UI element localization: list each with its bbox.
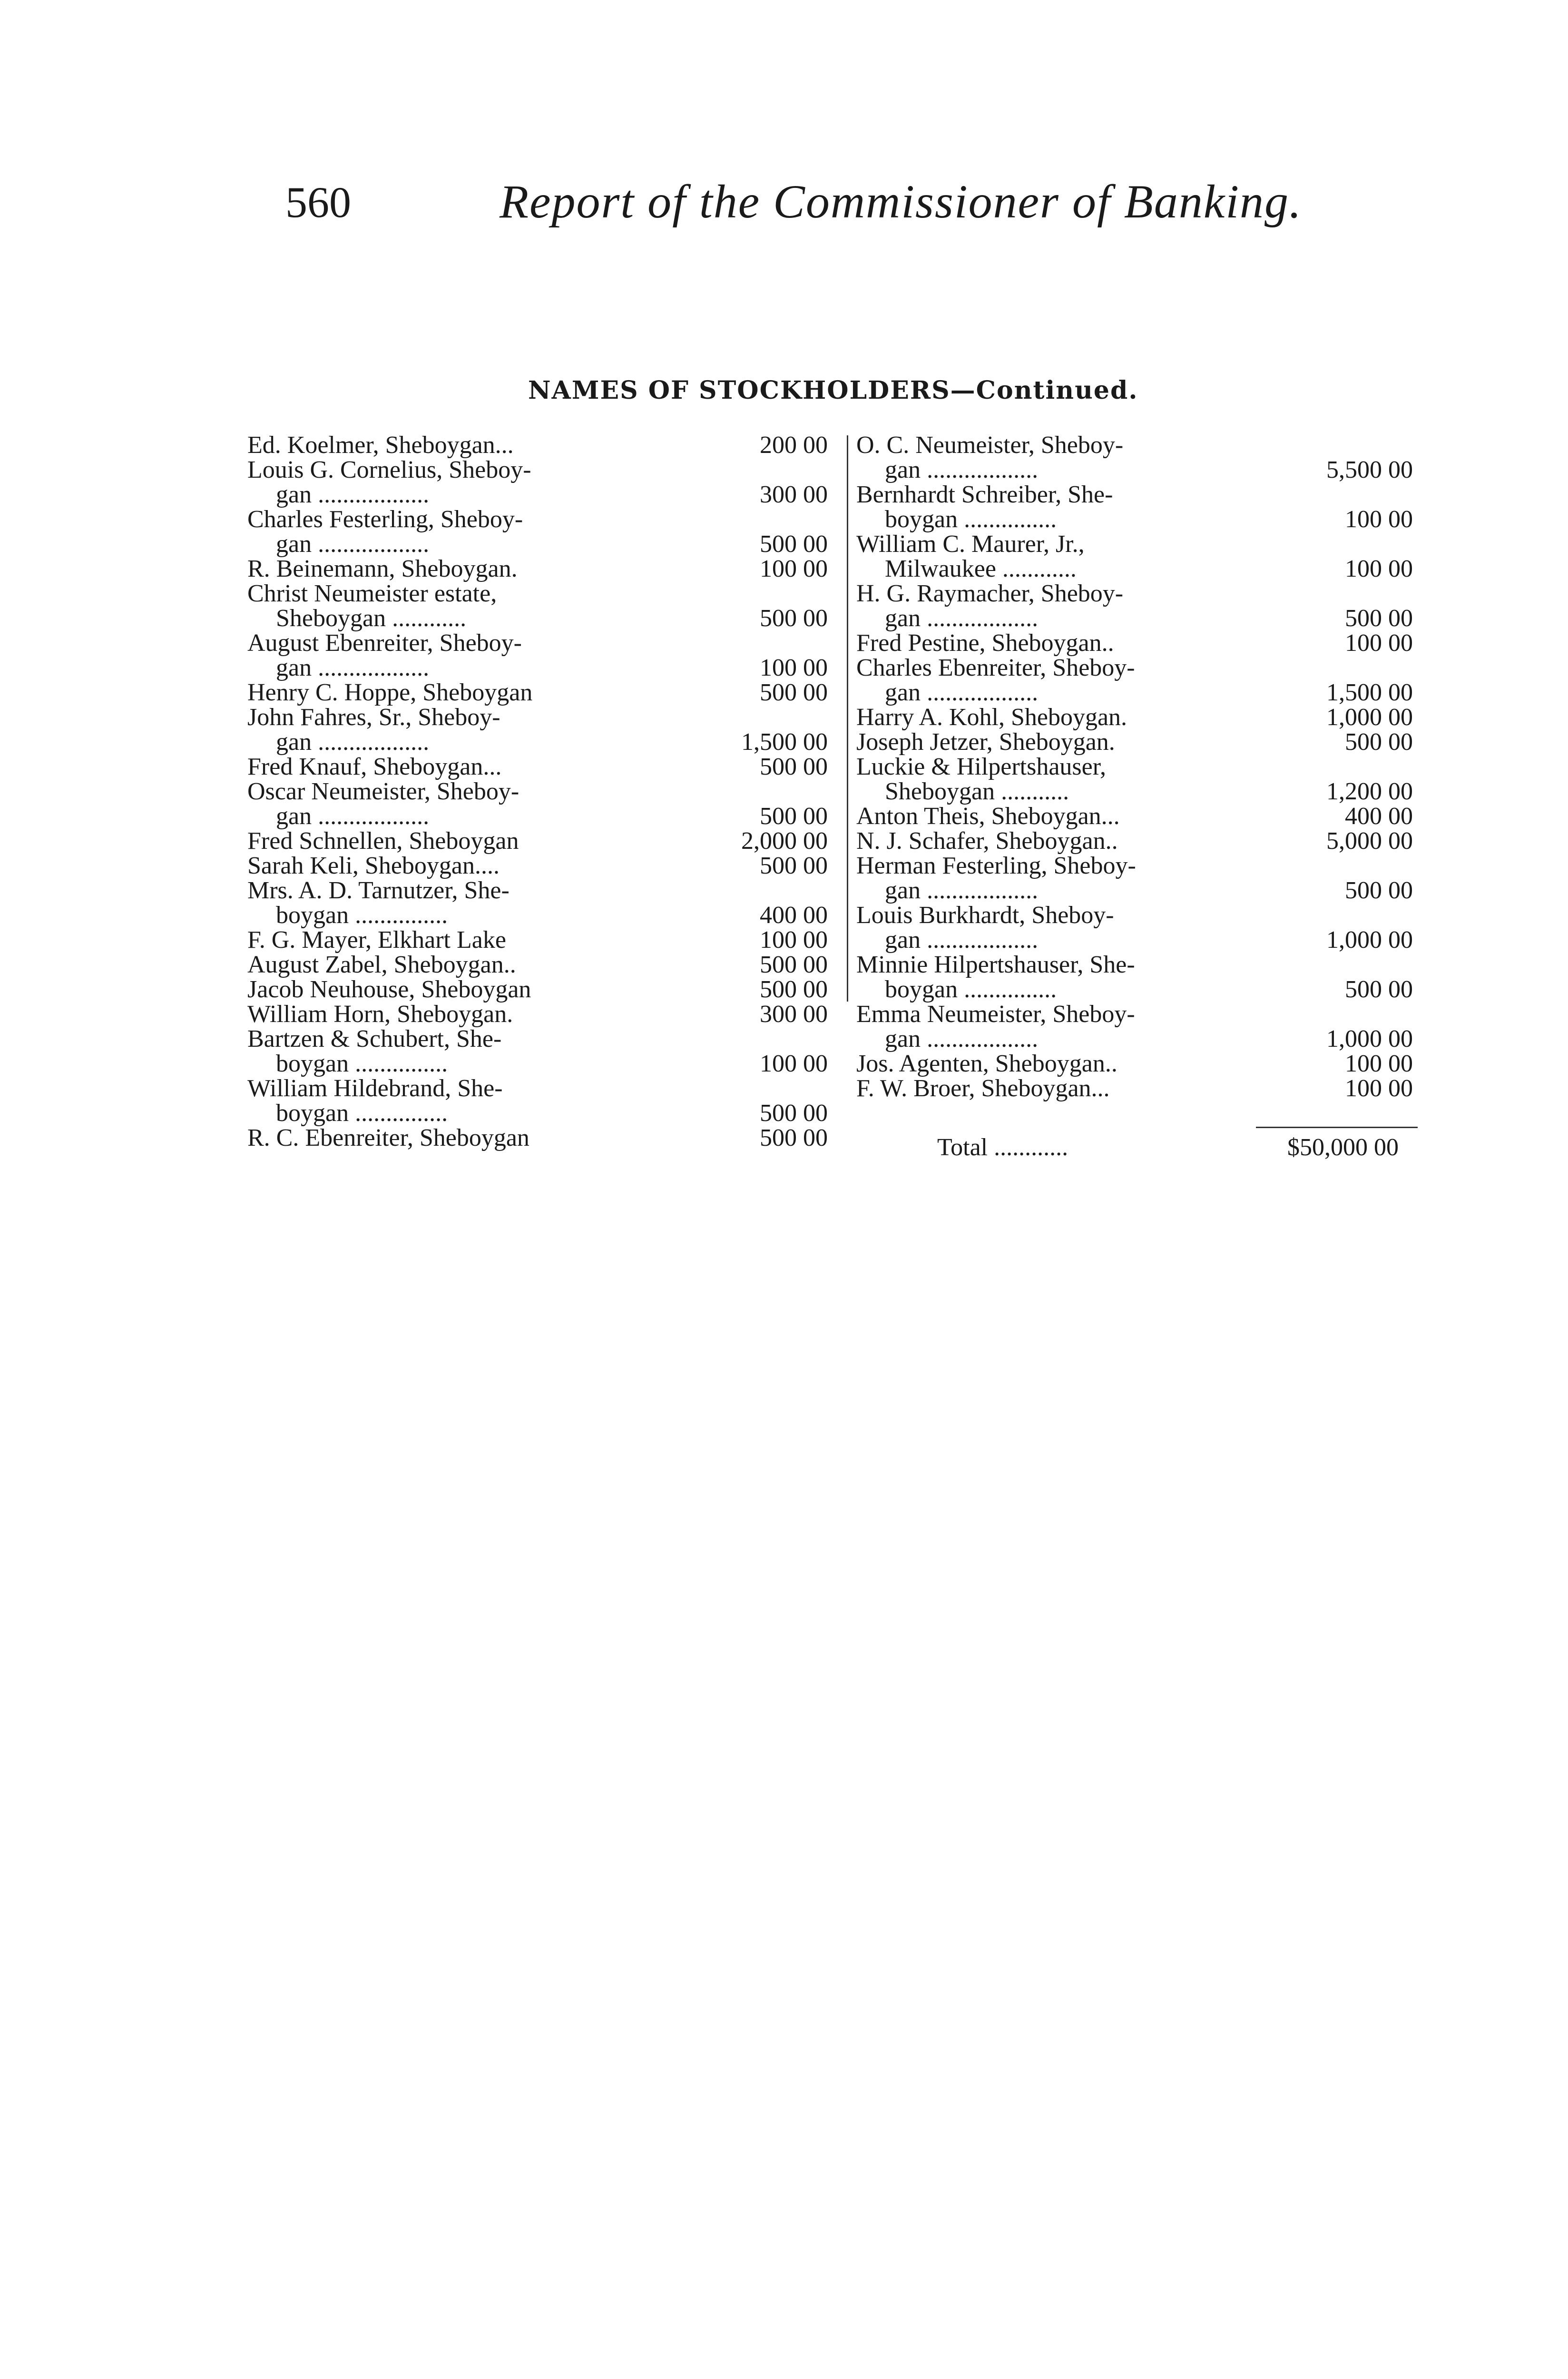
stockholders-right-column xyxy=(856,433,1427,1101)
stockholder-entry xyxy=(856,829,1427,854)
stockholder-entry xyxy=(247,458,837,507)
stockholder-entry xyxy=(247,1027,837,1076)
stockholder-name: gan .................. xyxy=(885,679,1039,706)
stockholder-name: Joseph Jetzer, Sheboygan. xyxy=(856,728,1115,756)
stockholder-entry xyxy=(247,953,837,977)
stockholder-name: boygan ............... xyxy=(885,976,1057,1003)
stock-amount: 500 00 xyxy=(760,1124,828,1151)
stockholder-name: gan .................. xyxy=(276,728,430,756)
stock-amount: 500 00 xyxy=(1345,728,1413,756)
stock-amount: 200 00 xyxy=(760,432,828,459)
stockholder-name: F. G. Mayer, Elkhart Lake xyxy=(247,926,506,954)
stockholder-name: Mrs. A. D. Tarnutzer, She- xyxy=(247,877,510,904)
stockholder-entry xyxy=(247,829,837,854)
stockholder-name: boygan ............... xyxy=(885,506,1057,533)
stock-amount: 100 00 xyxy=(1345,506,1413,533)
stock-amount: 1,000 00 xyxy=(1326,1025,1413,1052)
stock-amount: 100 00 xyxy=(1345,629,1413,657)
stock-amount: 300 00 xyxy=(760,1001,828,1028)
stockholder-name: H. G. Raymacher, Sheboy- xyxy=(856,580,1124,607)
stockholder-entry xyxy=(856,755,1427,804)
stockholder-name: Herman Festerling, Sheboy- xyxy=(856,852,1136,879)
stock-amount: 1,000 00 xyxy=(1326,926,1413,954)
stockholder-name: Charles Ebenreiter, Sheboy- xyxy=(856,654,1135,681)
stock-amount: 100 00 xyxy=(1345,555,1413,582)
stockholder-entry xyxy=(856,804,1427,829)
stockholder-name: R. Beinemann, Sheboygan. xyxy=(247,555,518,582)
stockholder-entry xyxy=(247,977,837,1002)
stockholder-entry xyxy=(856,631,1427,656)
stockholder-name: boygan ............... xyxy=(276,1100,448,1127)
stockholder-entry xyxy=(247,1076,837,1126)
stockholder-name: O. C. Neumeister, Sheboy- xyxy=(856,432,1124,459)
stock-amount: 100 00 xyxy=(1345,1075,1413,1102)
stockholder-name: N. J. Schafer, Sheboygan.. xyxy=(856,827,1118,855)
stockholder-name: August Ebenreiter, Sheboy- xyxy=(247,629,522,657)
stockholder-name: Bartzen & Schubert, She- xyxy=(247,1025,502,1052)
stock-amount: 500 00 xyxy=(1345,605,1413,632)
stock-amount: 100 00 xyxy=(760,926,828,954)
stock-amount: 500 00 xyxy=(760,531,828,558)
stockholder-name: William Horn, Sheboygan. xyxy=(247,1001,513,1028)
stockholder-entry xyxy=(856,903,1427,953)
stockholder-name: gan .................. xyxy=(885,926,1039,954)
stockholder-entry xyxy=(247,557,837,581)
stock-amount: 300 00 xyxy=(760,481,828,508)
stockholder-name: R. C. Ebenreiter, Sheboygan xyxy=(247,1124,529,1151)
stockholder-name: Milwaukee ............ xyxy=(885,555,1077,582)
stockholder-name: Christ Neumeister estate, xyxy=(247,580,497,607)
stock-amount: 100 00 xyxy=(1345,1050,1413,1077)
stockholder-entry xyxy=(247,705,837,755)
total-amount: $50,000 00 xyxy=(1287,1134,1399,1161)
stock-amount: 1,500 00 xyxy=(741,728,828,756)
stockholder-entry xyxy=(247,1126,837,1150)
stockholder-name: gan .................. xyxy=(885,1025,1039,1052)
stockholders-left-column xyxy=(247,433,837,1150)
stockholder-entry xyxy=(247,854,837,878)
stock-amount: 500 00 xyxy=(760,605,828,632)
stockholder-name: Emma Neumeister, Sheboy- xyxy=(856,1001,1135,1028)
stockholder-name: gan .................. xyxy=(276,654,430,681)
stockholder-entry xyxy=(856,953,1427,1002)
stock-amount: 500 00 xyxy=(760,951,828,978)
stockholder-name: Jos. Agenten, Sheboygan.. xyxy=(856,1050,1117,1077)
stockholder-name: John Fahres, Sr., Sheboy- xyxy=(247,704,500,731)
stockholder-entry xyxy=(247,631,837,680)
stockholder-entry xyxy=(856,854,1427,903)
stockholder-entry xyxy=(856,1002,1427,1052)
stockholder-name: gan .................. xyxy=(276,531,430,558)
running-title: Report of the Commissioner of Banking. xyxy=(500,175,1302,228)
stockholder-name: Sheboygan ........... xyxy=(885,778,1069,805)
stockholder-entry xyxy=(856,705,1427,730)
stockholder-entry xyxy=(856,581,1427,631)
stock-amount: 500 00 xyxy=(760,1100,828,1127)
stockholder-entry xyxy=(247,680,837,705)
total-row xyxy=(937,1133,1413,1161)
stock-amount: 500 00 xyxy=(760,803,828,830)
page-number: 560 xyxy=(285,178,351,226)
stockholder-entry xyxy=(247,928,837,953)
stockholder-name: William Hildebrand, She- xyxy=(247,1075,503,1102)
stockholder-name: gan .................. xyxy=(885,456,1039,483)
stock-amount: 500 00 xyxy=(1345,877,1413,904)
total-label: Total ............ xyxy=(937,1134,1068,1161)
stock-amount: 1,000 00 xyxy=(1326,704,1413,731)
stockholder-name: August Zabel, Sheboygan.. xyxy=(247,951,516,978)
stockholder-entry xyxy=(856,532,1427,581)
stockholder-entry xyxy=(856,1052,1427,1076)
stock-amount: 100 00 xyxy=(760,654,828,681)
stockholder-name: Jacob Neuhouse, Sheboygan xyxy=(247,976,531,1003)
total-rule xyxy=(1256,1127,1418,1128)
stockholder-name: Fred Pestine, Sheboygan.. xyxy=(856,629,1114,657)
stock-amount: 500 00 xyxy=(760,852,828,879)
stock-amount: 400 00 xyxy=(760,902,828,929)
stockholder-name: Anton Theis, Sheboygan... xyxy=(856,803,1120,830)
stockholder-entry xyxy=(247,507,837,557)
stockholder-entry xyxy=(856,1076,1427,1101)
stockholder-name: Fred Knauf, Sheboygan... xyxy=(247,753,502,780)
section-heading: NAMES OF STOCKHOLDERS—Continued. xyxy=(528,376,1138,405)
stockholder-name: gan .................. xyxy=(885,877,1039,904)
stockholder-name: Louis G. Cornelius, Sheboy- xyxy=(247,456,531,483)
stockholder-entry xyxy=(856,656,1427,705)
stockholder-name: Henry C. Hoppe, Sheboygan xyxy=(247,679,533,706)
stockholder-entry xyxy=(856,482,1427,532)
stockholder-name: Minnie Hilpertshauser, She- xyxy=(856,951,1135,978)
stock-amount: 500 00 xyxy=(760,753,828,780)
stock-amount: 400 00 xyxy=(1345,803,1413,830)
stockholder-entry xyxy=(856,433,1427,482)
stockholder-entry xyxy=(856,730,1427,755)
stockholder-name: Oscar Neumeister, Sheboy- xyxy=(247,778,519,805)
stockholder-name: Bernhardt Schreiber, She- xyxy=(856,481,1113,508)
stockholder-entry xyxy=(247,1002,837,1027)
stock-amount: 500 00 xyxy=(1345,976,1413,1003)
stockholder-entry xyxy=(247,779,837,829)
stockholder-name: William C. Maurer, Jr., xyxy=(856,531,1085,558)
stockholder-entry xyxy=(247,878,837,928)
stockholder-entry xyxy=(247,755,837,779)
column-divider xyxy=(847,435,848,1002)
stock-amount: 500 00 xyxy=(760,679,828,706)
stockholder-name: gan .................. xyxy=(276,803,430,830)
stockholder-name: Sarah Keli, Sheboygan.... xyxy=(247,852,500,879)
stock-amount: 2,000 00 xyxy=(741,827,828,855)
stock-amount: 100 00 xyxy=(760,1050,828,1077)
stock-amount: 500 00 xyxy=(760,976,828,1003)
stockholder-name: Charles Festerling, Sheboy- xyxy=(247,506,523,533)
stockholder-name: gan .................. xyxy=(885,605,1039,632)
stock-amount: 5,000 00 xyxy=(1326,827,1413,855)
stockholder-name: gan .................. xyxy=(276,481,430,508)
stockholder-name: F. W. Broer, Sheboygan... xyxy=(856,1075,1110,1102)
stock-amount: 5,500 00 xyxy=(1326,456,1413,483)
stockholder-name: Louis Burkhardt, Sheboy- xyxy=(856,902,1114,929)
stockholder-name: Fred Schnellen, Sheboygan xyxy=(247,827,519,855)
stockholder-entry xyxy=(247,581,837,631)
stock-amount: 1,500 00 xyxy=(1326,679,1413,706)
stock-amount: 100 00 xyxy=(760,555,828,582)
stockholder-entry xyxy=(247,433,837,458)
stockholder-name: Harry A. Kohl, Sheboygan. xyxy=(856,704,1127,731)
stockholder-name: boygan ............... xyxy=(276,1050,448,1077)
stockholder-name: Luckie & Hilpertshauser, xyxy=(856,753,1106,780)
stockholder-name: Sheboygan ............ xyxy=(276,605,467,632)
stockholder-name: Ed. Koelmer, Sheboygan... xyxy=(247,432,514,459)
stockholder-name: boygan ............... xyxy=(276,902,448,929)
stock-amount: 1,200 00 xyxy=(1326,778,1413,805)
